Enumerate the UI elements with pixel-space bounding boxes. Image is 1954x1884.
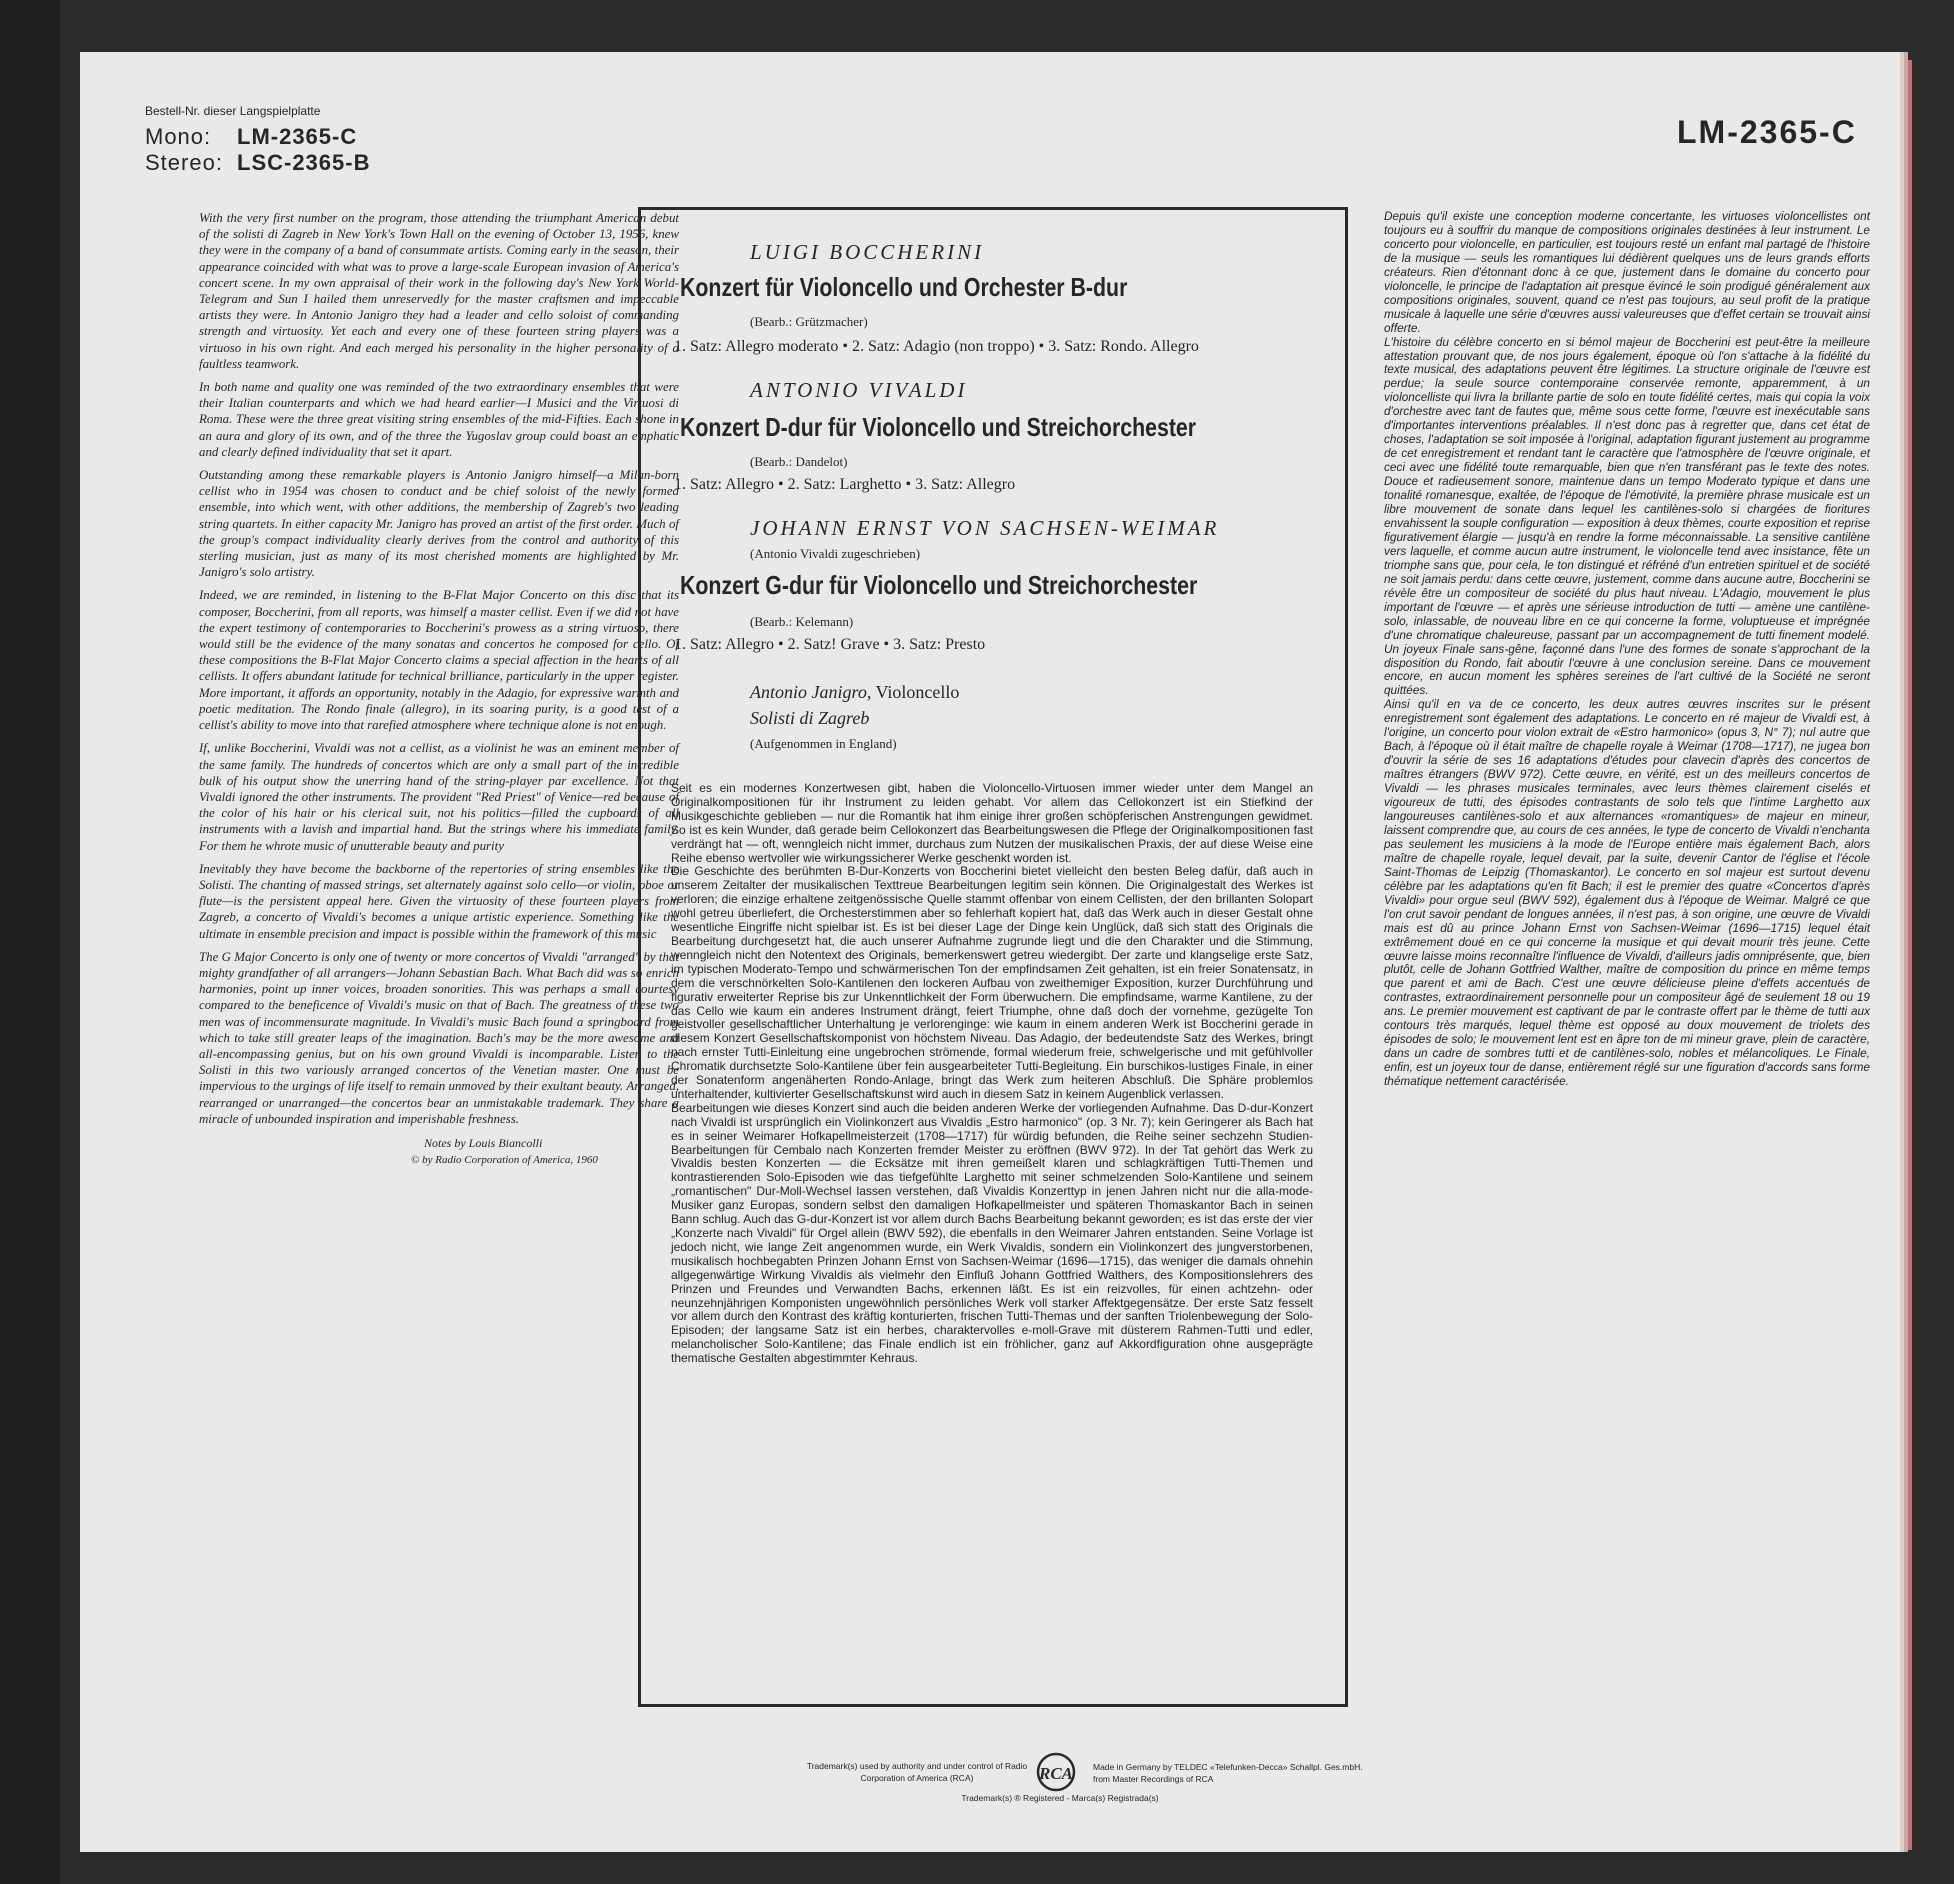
- background-edge: [0, 0, 60, 1884]
- soloist-line: [750, 682, 1390, 703]
- english-paragraph: Indeed, we are reminded, in listening to the B-Flat Major Concerto on this disc that its composer, Boccherini, from all reports, was himself a master cellist. Even if we did not have the expert testimony of contemporaries to Boccherini's prowess as a string virtuoso, there would still be the evidence of the many sonatas and concertos he composed for cello. Of these compositions the B-Flat Major Concerto claims a special affection in the hearts of all cellists. It offers abundant latitude for technical brilliance, particularly in the upper register. More important, it affords an opportunity, notably in the Adagio, for expressive warmth and poetic meditation. The Rondo finale (allegro), in its soaring purity, is a good test of a cellist's ability to move into that rarefied atmosphere where technique alone is not enough.: [199, 588, 679, 733]
- arranger-boccherini: (Bearb.: Grützmacher): [750, 314, 868, 329]
- notes-credits: [199, 1135, 679, 1169]
- catalog-number-corner: LM-2365-C: [1677, 114, 1857, 150]
- work-title-boccherini: Konzert für Violoncello und Orchester B-dur: [680, 272, 1128, 302]
- rca-logo: [1028, 1752, 1084, 1792]
- english-paragraph: If, unlike Boccherini, Vivaldi was not a cellist, as a violinist he was an eminent member of the same family. The hundreds of concertos which are only a small part of the incredible bulk of his output show the unerring hand of the string-player par excellence. Not that Vivaldi ignored the other instruments. The provident "Red Priest" of Venice—red because of the color of his hair or his clerical suit, not his politics—filled the cupboards of all instruments with a lavish and impartial hand. But the strings where his immediate family. For them he whrote music of unutterable beauty and purity: [199, 741, 679, 853]
- movements-sachsen-weimar: 1. Satz: Allegro • 2. Satz! Grave • 3. Satz: Presto: [674, 636, 986, 653]
- manufacturing-notice: Made in Germany by TELDEC «Telefunken-Decca» Schallpl. Ges.mbH. from Master Recordings of RCA: [1093, 1762, 1363, 1784]
- rca-logo-text: RCA: [1038, 1764, 1074, 1783]
- copyright-line: © by Radio Corporation of America, 1960: [411, 1153, 598, 1166]
- german-liner-notes: [671, 782, 1313, 1366]
- movements-boccherini: 1. Satz: Allegro moderato • 2. Satz: Adagio (non troppo) • 3. Satz: Rondo. Allegro: [674, 338, 1199, 355]
- mono-label: Mono:: [145, 124, 212, 149]
- notes-author: Notes by Louis Biancolli: [424, 1135, 543, 1150]
- soloist-name: Antonio Janigro,: [750, 682, 872, 702]
- french-paragraph: L'histoire du célèbre concerto en si bémol majeur de Boccherini est peut-être la meilleure attestation prouvant que, de nos jours également, époque où l'on s'attache à la fidélité du texte musical, des adaptations peuvent être légitimes. La structure originale de l'œuvre est perdue; la seule source contemporaine conservée remonte, apparemment, à un violoncelliste qui livra la brillante partie de solo en toute fidélité certes, mais qui copia la voix d'orchestre avec tant de fautes que, même sous cette forme, l'œuvre est inexécutable sans d'importantes interventions préalables. Il n'est donc pas à regretter que, dans cet état de choses, l'adaptation se soit imposée à l'original, adaptation figurant justement au programme de cet enregistrement et rendant tant le caractère que l'atmosphère de l'œuvre originale, et ceci avec une fidélité toute remarquable, bien que n'en transférant pas le texte des notes. Douce et radieusement sonore, maintenue dans un tempo Moderato typique et dans une tonalité romanesque, exaltée, de l'époque de l'émotivité, la première phrase musicale est un libre mouvement de sonate dans lequel les cantilènes-solo si chargées de fioritures envahissent la souple configuration — exposition à deux thèmes, courte exposition et reprise figurativement élargie — jusqu'à en rendre la forme méconnaissable. La sensitive cantilène vers laquelle, et comme aucun autre instrument, le violoncelle tend avec insistance, fête un triomphe sans que, pour cela, le ton distingué et réfréné d'un entretien spirituel et de société ne soit jamais perdu: dans cette œuvre, justement, comme dans aucune autre, Boccherini se révèle être un compositeur de société du plus haut niveau. L'Adagio, mouvement le plus important de l'œuvre — et après une sérieuse introduction de tutti — amène une cantilène-solo, inlassable, de nouveau libre en ce qui concerne la forme, voluptueuse et imprégnée d'une chromatique chaleureuse, passant par un accompagnement de tutti finement modelé. Un joyeux Finale sans-gêne, façonné dans l'une des formes de sonate s'approchant de la disposition du Rondo, fait aboutir l'œuvre à une conclusion sereine. Dans ce mouvement encore, en aucun moment les sphères sereines de l'art cultivé de la Société ne seront quittées.: [1384, 334, 1870, 698]
- english-paragraph: With the very first number on the program, those attending the triumphant American debut of the solisti di Zagreb in New York's Town Hall on the evening of October 13, 1956, knew they were in the company of a band of consummate artists. Coming early in the season, their appearance coincided with what was to prove a large-scale European invasion of America's concert scene. In my own appraisal of their work in the following day's New York World-Telegram and Sun I hailed them unreservedly for the master craftsmen and impeccable artists they were. In Antonio Janigro they had a leader and cello soloist of commanding strength and virtuosity. Yet each and every one of these fourteen string players was a virtuoso in his own right. And each merged his personality in the higher personality of a faultless teamwork.: [199, 211, 679, 371]
- arranger-sachsen-weimar: (Bearb.: Kelemann): [750, 614, 854, 629]
- french-liner-notes: [1384, 210, 1870, 1089]
- german-paragraph: Die Geschichte des berühmten B-Dur-Konzerts von Boccherini bietet vielleicht den besten Beleg dafür, daß auch in unserem Zeitalter der musikalischen Texttreue Bearbeitungen legitim sein können. Die Originalgestalt des Werkes ist verloren; die einzige erhaltene zeitgenössische Quelle stammt offenbar von einem Cellisten, der den brillanten Solopart wohl getreu überliefert, die Orchesterstimmen aber so fehlerhaft kopiert hat, daß das Werk auch in dieser Gestalt ohne wesentliche Eingriffe nicht spielbar ist. Es ist bei dieser Lage der Dinge kein Unglück, daß sich statt des Originals die Bearbeitung durchgesetzt hat, die auch unserer Aufnahme zugrunde liegt und die den Charakter und die Stimmung, wenngleich nicht den Notentext des Originals, bemerkenswert getreu wiedergibt. Der zarte und klangselige erste Satz, im typischen Moderato-Tempo und schwärmerischen Ton der empfindsamen Zeit gehalten, ist ein freier Sonatensatz, in dem die verschnörkelten Solo-Kantilenen den lockeren Aufbau von zweithemiger Exposition, kurzer Durchführung und figurativ erweiterter Reprise bis zur Unkenntlichkeit der Form überwuchern. Die empfindsame, warme Kantilene, zu der das Cello wie kaum ein anderes Instrument drängt, feiert Triumphe, ohne daß doch der vornehme, gezügelte Ton geistvoller gesellschaftlicher Unterhaltung je verlorenginge: wie kaum in einem anderen Werk ist Boccherini gerade in diesem Konzert Gesellschaftskomponist von höchstem Niveau. Das Adagio, der bedeutendste Satz des Werkes, bringt nach ernster Tutti-Einleitung eine ungebrochen strömende, formal wiederum freie, schwelgerische und mit gefühlvoller Chromatik durchsetzte Solo-Kantilene über fein ausgearbeiteter Tutti-Begleitung. Ein burschikos-lustiges Finale, in einer der Sonatenform angenäherten Rondo-Anlage, bringt das Werk zum heiteren Abschluß. Die Sphäre problemlos unterhaltender, kultivierter Gesellschaftskunst wird auch in diesem Satz in keinem Augenblick verlassen.: [671, 864, 1313, 1101]
- recording-location: (Aufgenommen in England): [750, 736, 897, 751]
- mono-number: LM-2365-C: [237, 124, 358, 149]
- english-paragraph: In both name and quality one was reminded of the two extraordinary ensembles that were their Italian counterparts and which we had heard earlier—I Musici and the Virtuosi di Roma. These were the three great visiting string ensembles of the mid-Fifties. Each shone in an aura and glory of its own, and of the three the Yugoslav group could boast an emphatic and clearly defined individuality that set it apart.: [199, 380, 679, 459]
- trademark-notice-left: Trademark(s) used by authority and under control of Radio Corporation of America (RCA): [806, 1761, 1028, 1783]
- attribution-sachsen-weimar: (Antonio Vivaldi zugeschrieben): [750, 546, 921, 561]
- composer-vivaldi: ANTONIO VIVALDI: [750, 378, 968, 402]
- arranger-vivaldi: (Bearb.: Dandelot): [750, 454, 848, 469]
- work-title-vivaldi: Konzert D-dur für Violoncello und Streichorchester: [680, 412, 1197, 442]
- order-number-caption: Bestell-Nr. dieser Langspielplatte: [145, 104, 321, 118]
- record-sleeve-back: [80, 52, 1900, 1852]
- stereo-label: Stereo:: [145, 150, 223, 175]
- movements-vivaldi: 1. Satz: Allegro • 2. Satz: Larghetto • 3. Satz: Allegro: [674, 476, 1016, 493]
- english-paragraph: Inevitably they have become the backborne of the repertories of string ensembles like the Solisti. The chanting of massed strings, set alternately against solo cello—or violin, oboe or flute—is the persistent appeal here. Given the virtuosity of these fourteen players from Zagreb, a concerto of Vivaldi's becomes a unique artistic experience. Something like the ultimate in ensemble precision and impact is possible within the framework of this music: [199, 861, 679, 941]
- stereo-catalog-row: [145, 150, 370, 176]
- stereo-number: LSC-2365-B: [237, 150, 371, 175]
- german-paragraph: Seit es ein modernes Konzertwesen gibt, haben die Violoncello-Virtuosen immer wieder unter dem Mangel an Originalkompositionen für ihr Instrument zu leiden gehabt. Vor allem das Cellokonzert ist ein Stiefkind der Musikgeschichte geblieben — nur die Romantik hat ihm einige ihrer großen schöpferischen Anstrengungen gewidmet. So ist es kein Wunder, daß gerade beim Cellokonzert das Bearbeitungswesen die Pflege der Originalkompositionen fast verdrängt hat — oft, wenngleich nicht immer, durchaus zum Nutzen der musikalischen Praxis, der auf diese Weise eine Reihe ebenso wertvoller wie wirkungssicherer Werke geschenkt worden ist.: [671, 781, 1313, 865]
- german-paragraph: Bearbeitungen wie dieses Konzert sind auch die beiden anderen Werke der vorliegenden Aufnahme. Das D-dur-Konzert nach Vivaldi ist ursprünglich ein Violinkonzert aus Vivaldis „Estro harmonico" (op. 3 Nr. 7); kein Geringerer als Bach hat es in seiner Weimarer Hofkapellmeisterzeit (1708—1717) für würdig befunden, die Reihe seiner sechzehn Studien-Bearbeitungen für Cembalo nach Konzerten fremder Meister zu eröffnen (BWV 972). In der Tat gehört das Werk zu Vivaldis besten Konzerten — die Ecksätze mit ihren gemeißelt klaren und schlagkräftigen Tutti-Themen und kontrastierenden Solo-Episoden wie das tiefgefühlte Larghetto mit seiner schmelzenden Solo-Kantilene und seinem „romantischen" Dur-Moll-Wechsel lassen verstehen, daß Vivaldis Konzerttyp in jenen Jahren nicht nur die alla-mode-Musiker ganz Europas, sondern selbst den damaligen Hofkapellmeister und späteren Thomaskantor Bach in seinen Bann schlug. Auch das G-dur-Konzert ist vor allem durch Bachs Bearbeitung bekannt geworden; es ist das erste der vier „Konzerte nach Vivaldi" für Orgel allein (BWV 592), die ebenfalls in den Weimarer Jahren entstanden. Seine Vorlage ist jedoch nicht, wie lange Zeit angenommen wurde, ein Werk Vivaldis, sondern ein Violinkonzert des jungverstorbenen, musikalisch hochbegabten Prinzen Johann Ernst von Sachsen-Weimar (1696—1715), das weniger die damals ohnehin allgegenwärtige Wirkung Vivaldis als vielmehr den Einfluß Johann Gottfried Walthers, des Kompositionslehrers des Prinzen und Freundes und Verwandten Bachs, erkennen läßt. Es ist ein reizvolles, für einen achtzehn- oder neunzehnjährigen Komponisten ungewöhnlich persönliches Werk voll starker Affektgegensätze. Der erste Satz fesselt vor allem durch den Kontrast des kräftig konturierten, frischen Tutti-Themas und der sanften Triolenbewegung der Solo-Episoden; der langsame Satz ist ein herbes, charaktervolles e-moll-Grave mit düsterem Rahmen-Tutti und edler, melancholischer Solo-Kantilene; das Finale endlich ist ein fröhlicher, ganz auf Akkordfiguration ohne ausgeprägte thematische Gestalten abgestimmter Kehraus.: [671, 1100, 1313, 1366]
- registered-trademark-line: Trademark(s) ® Registered - Marca(s) Registrada(s): [961, 1793, 1159, 1803]
- english-paragraph: The G Major Concerto is only one of twenty or more concertos of Vivaldi "arranged" by that mighty grandfather of all arrangers—Johann Sebastian Bach. What Bach did was so enrich harmonies, point up inner voices, broaden sonorities. This was perhaps a small courtesy compared to the beneficence of Vivaldi's music on that of Bach. The greatness of these two men was of incommensurate magnitude. In Vivaldi's music Bach found a springboard from which to take still greater leaps of the imagination. Bach's may be the more awesome and all-encompassing genius, but on his own ground Vivaldi is incomparable. Listen to the Solisti in this two variously arranged concertos of the Venetian master. One must be impervious to the urgings of life itself to remain unmoved by their exultant beauty. Arranged, rearranged or unarranged—the concertos bear an unmistakable trademark. They share a miracle of unbounded inspiration and imperishable freshness.: [199, 949, 679, 1126]
- french-paragraph: Ainsi qu'il en va de ce concerto, les deux autres œuvres inscrites sur le présent enregistrement sont également des adaptations. Le concerto en ré majeur de Vivaldi est, à l'origine, un concerto pour violon extrait de «Estro harmonico» (opus 3, N° 7); nul autre que Bach, à l'époque où il était maître de chapelle royale à Weimar (1708—1717), ne jugea bon d'ouvrir la série de ses 16 adaptations d'études pour clavecin d'après des concertos de maîtres étrangers (BWV 972). Cette œuvre, en vérité, est un des meilleurs concertos de Vivaldi — les phrases musicales terminales, avec leurs thèmes clairement ciselés et vigoureux de tutti, des épisodes contrastants de solo tels que l'intime Larghetto aux langoureuses cantilènes-solo et aux alternances «romantiques» de majeur en mineur, laissent comprendre que, au cours de ces années, le type de concerto de Vivaldi n'enchanta pas seulement les musiciens à la mode de l'Europe entière mais également Bach, alors maître de chapelle royale, lequel devait, par la suite, devenir Cantor de l'église et l'école Saint-Thomas de Leipzig (Thomaskantor). Le concerto en sol majeur est surtout devenu célèbre par les adaptations qu'en fit Bach; il est le premier des quatre «Concertos d'après Vivaldi» pour orgue seul (BWV 592), également dus à l'époque de Weimar. Malgré ce que l'on crut savoir pendant de longues années, il n'est pas, à son origine, une œuvre de Vivaldi mais est dû au prince Johann Ernst von Sachsen-Weimar (1696—1715) lequel était extrêmement doué en ce qui concerne la musique et qui devait mourir très jeune. Cette œuvre laisse moins reconnaître l'influence de Vivaldi, d'ailleurs jadis omniprésente, que, bien plutôt, celle de Johann Gottfried Walther, maître de composition du prince en même temps que parent et ami de Bach. C'est une œuvre délicieuse pleine d'effets accentués de contrastes, extraordinairement personnelle pour un compositeur âgé de seulement 18 ou 19 ans. Le premier mouvement est captivant de par le contraste offert par le thème de tutti aux contours très marqués, lequel thème est opposé au doux mouvement de triolets des épisodes de solo; le mouvement lent est en âpre ton de mi mineur grave, plein de caractère, dans un cadre de sombres tutti et de cantilènes-solo, nobles et mélancoliques. Le Finale, enfin, est un joyeux tour de danse, entièrement réglé sur une figuration d'accords sans forme thématique nettement caractérisée.: [1384, 697, 1870, 1089]
- english-paragraph: Outstanding among these remarkable players is Antonio Janigro himself—a Milan-born cellist who in 1954 was chosen to conduct and be chief soloist of the newly formed ensemble, into which went, with other additions, the membership of Zagreb's two leading string quartets. In either capacity Mr. Janigro has proved an artist of the first order. Much of the group's compact individuality clearly derives from the control and authority of this sterling musician, just as many of its most cherished moments are highlighted by Mr. Janigro's solo artistry.: [199, 468, 679, 580]
- composer-boccherini: LUIGI BOCCHERINI: [750, 240, 985, 264]
- ensemble-name: Solisti di Zagreb: [750, 708, 870, 728]
- english-liner-notes: [199, 210, 679, 1169]
- mono-catalog-row: [145, 124, 357, 150]
- soloist-instrument: Violoncello: [871, 682, 960, 702]
- work-title-sachsen-weimar: Konzert G-dur für Violoncello und Streichorchester: [680, 570, 1198, 600]
- sleeve-edge: [1900, 60, 1912, 1850]
- composer-sachsen-weimar: JOHANN ERNST VON SACHSEN-WEIMAR: [750, 516, 1220, 540]
- french-paragraph: Depuis qu'il existe une conception moderne concertante, les virtuoses violoncellistes ont toujours eu à souffrir du manque de compositions originales destinées à leur instrument. Le concerto pour violoncelle, en particulier, est toujours resté un enfant mal partagé de l'histoire de la musique — seuls les romantiques lui dédièrent quelques uns de leurs grands efforts créateurs. Rien d'étonnant donc à ce que, justement dans le domaine du concerto pour violoncelle, le principe de l'adaptation ait presque évincé le soin prodigué généralement aux compositions originales, souvent, quand ce n'est pas toujours, au seul profit de la pratique musicale à laquelle une série d'œuvres aussi valeureuses que d'effet certain se trouvait ainsi offerte.: [1384, 209, 1870, 335]
